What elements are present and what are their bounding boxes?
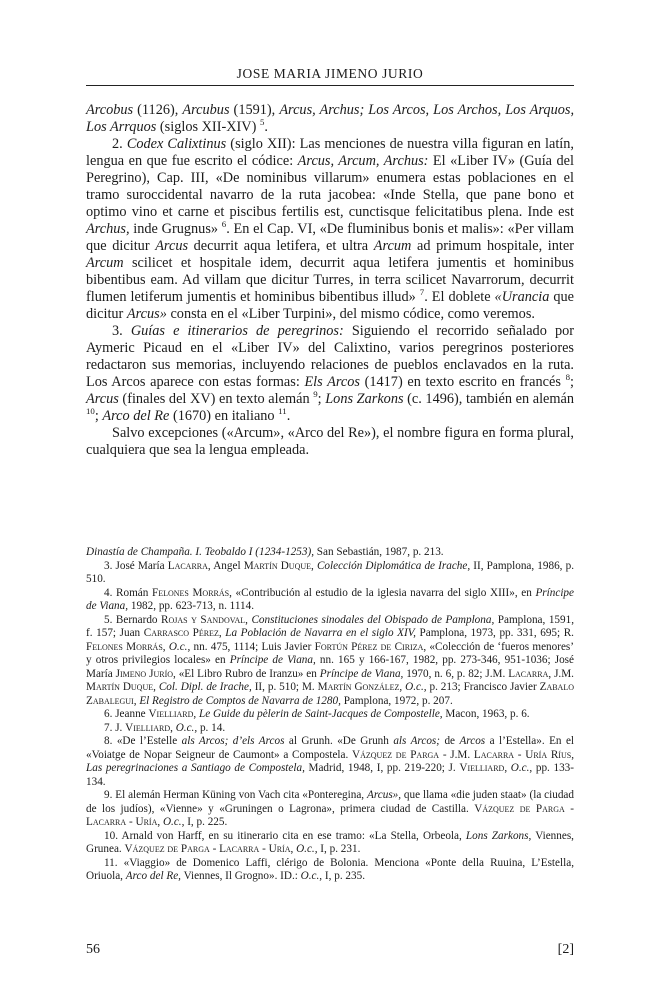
text-run: ; <box>317 391 326 407</box>
author-name: Uría <box>135 816 158 828</box>
italic-text: Arcobus <box>86 102 134 118</box>
text-run: 10. Arnald von Harff, en su itinerario cita en ese tramo: «La Stella, Orbeola, <box>104 829 466 842</box>
text-run: - <box>514 748 526 761</box>
italic-text: O.c., <box>162 816 185 828</box>
text-run: Salvo excepciones («Arcum», «Arco del Re»), el nombre figura en forma plural, cualquiera que sea la lengua empleada. <box>86 425 574 458</box>
text-run: . En el Cap. VI, «De fluminibus bonis et malis»: «Per villam que dicitur <box>86 221 574 254</box>
author-name: Rojas y Sandoval <box>161 613 246 626</box>
text-run: II, p. 510; M. <box>251 681 318 693</box>
text-run: ; <box>570 374 574 390</box>
footnote <box>86 614 574 709</box>
text-run: 4. Román <box>104 586 152 599</box>
footnote <box>86 722 574 736</box>
text-run: , <box>153 681 159 693</box>
text-run: I, p. 225. <box>184 816 228 828</box>
italic-text: O.c., <box>510 762 533 774</box>
text-run: ad primum hospitale, inter <box>411 238 574 254</box>
italic-text: Príncipe de Viana, <box>86 586 574 612</box>
text-run: , <box>193 708 199 720</box>
text-run: 1982, pp. 623-713, n. 1114. <box>128 600 255 612</box>
italic-text: Arcum <box>373 238 412 254</box>
italic-text: O.c., <box>175 721 198 734</box>
author-name: Vázquez de Parga <box>124 843 210 855</box>
body-text <box>86 102 574 459</box>
text-run: Pamplona, 1972, p. 207. <box>340 694 453 707</box>
text-run: 3. <box>112 323 131 339</box>
italic-text: El Registro de Comptos de Navarra de 1280, <box>139 694 341 707</box>
text-run: inde Grugnus» <box>129 221 222 237</box>
text-run: nn. 475, 1114; Luis Javier <box>190 640 315 653</box>
text-run: (1591), <box>229 102 280 118</box>
italic-text: Lons Zarkons <box>325 391 404 407</box>
body-paragraph <box>86 323 574 425</box>
text-run: . El doblete <box>424 289 495 305</box>
header-rule <box>86 85 574 86</box>
author-name: Vielliard <box>148 708 194 720</box>
italic-text: Guías e itinerarios de peregrinos: <box>130 323 344 339</box>
text-run: (siglo XII): Las menciones de nuestra villa figuran en latín, lengua en que fue escrito el códice: <box>86 136 574 169</box>
author-name: Zabalo Zabalegui <box>86 681 574 707</box>
author-name: Felones Morrás <box>86 640 163 653</box>
body-paragraph <box>86 136 574 323</box>
italic-text: O.c., <box>296 843 318 855</box>
text-run: 6. Jeanne <box>104 708 149 720</box>
footnotes <box>86 546 574 884</box>
text-run: , J.M. <box>548 667 574 680</box>
text-run: . <box>264 119 268 135</box>
text-run: Madrid, 1948, I, pp. 219-220; J. <box>304 762 460 774</box>
italic-text: Arcus <box>86 391 119 407</box>
italic-text: «Urancia <box>494 289 550 305</box>
author-name: Vielliard <box>125 721 171 734</box>
text-run: (finales del XV) en texto alemán <box>118 391 314 407</box>
author-name: Lacarra <box>508 667 549 680</box>
text-run: Siguiendo el recorrido señalado por Aymeric Picaud en el «Liber IV» del Calixtino, varios peregrinos posteriores redactaron sus memorias, incluyendo relaciones de pueblos enclavados en la ruta. Los Arcos aparece con estas formas: <box>86 323 575 390</box>
italic-text: O.c., <box>405 681 427 693</box>
text-run: (1670) en italiano <box>169 408 279 424</box>
italic-text: Arcus» <box>126 306 167 322</box>
footnote-reference: 5 <box>259 117 265 128</box>
italic-text: Las peregrinaciones a Santiago de Compostela, <box>86 762 305 774</box>
footnote-continuation <box>86 546 574 560</box>
author-name: Carrasco Pérez <box>143 627 219 639</box>
footnote <box>86 857 574 884</box>
text-run: El «Liber IV» (Guía del Peregrino), Cap. III, «De nominibus villarum» enumera estas poblaciones en el tramo suroccidental navarro de la ruta jacobea: «Inde Stella, que pane bono et optimo vino et carne et piscibus fertilis est, cunctisque felicitatibus plena. Inde est <box>86 153 574 220</box>
text-run: Macon, 1963, p. 6. <box>442 708 530 720</box>
author-name: Vázquez de Parga <box>474 802 565 815</box>
text-run: - <box>259 843 269 855</box>
text-run: - <box>126 816 136 828</box>
text-run: , «Contribución al estudio de la iglesia navarra del siglo XIII», en <box>229 586 536 599</box>
text-run: p. 14. <box>197 721 226 734</box>
text-run: , «Colección de ‘fueros menores’ y otros privilegios locales» en <box>86 640 574 666</box>
text-run: , «El Libro Rubro de Iranzu» en <box>173 667 320 680</box>
footnote-reference: 6 <box>221 219 227 230</box>
italic-text: Colección Diplomática de Irache, <box>316 559 471 572</box>
text-run: p. 213; Francisco Javier <box>426 681 540 693</box>
text-run: (c. 1496), también en alemán <box>403 391 575 407</box>
text-run: (1417) en texto escrito en francés <box>359 374 566 390</box>
author-name: Lacarra <box>167 559 208 572</box>
italic-text: Arcum <box>86 255 124 271</box>
italic-text: als Arcos; <box>181 735 229 747</box>
italic-text: Arcubus <box>182 102 230 118</box>
text-run: 7. J. <box>104 721 126 734</box>
running-header: JOSE MARIA JIMENO JURIO <box>236 66 424 81</box>
text-run: San Sebastián, 1987, p. 213. <box>314 546 444 558</box>
italic-text: Dinastía de Champaña. I. Teobaldo I (1234-1253), <box>86 546 314 558</box>
text-run: - <box>209 843 220 855</box>
italic-text: Le Guide du pèlerin de Saint-Jacques de Compostelle, <box>199 708 443 720</box>
author-name: Vielliard <box>459 762 505 774</box>
text-run: , <box>571 748 574 761</box>
italic-text: Arcos <box>459 735 486 747</box>
footnote-reference: 11 <box>278 406 287 417</box>
text-run: decurrit aqua letifera, et ultra <box>188 238 374 254</box>
text-run: 11. «Viaggio» de Domenico Laffi, clérigo de Bolonia. Menciona «Ponte della Ruuina, L’Estella, Oriuola, <box>86 856 574 882</box>
text-run: , <box>170 721 176 734</box>
text-run: Viennes, Il Grogno». ID.: <box>180 870 301 882</box>
text-run: , <box>133 694 140 707</box>
text-run: de <box>440 735 460 747</box>
footnote <box>86 789 574 830</box>
italic-text: Arco del Re <box>102 408 170 424</box>
footnote <box>86 735 574 789</box>
text-run: - J.M. <box>439 748 474 761</box>
italic-text: Els Arcos <box>304 374 360 390</box>
italic-text: Arco del Re, <box>125 870 181 882</box>
text-run: , <box>245 613 252 626</box>
text-run: scilicet et hospitale idem, decurrit aqua letifera jumentis et hominibus bibentibus eam. Ad villam que dicitur Turres, in terra scilicet Navarrorum, decurrit flumen letiferum jumentis et hominibus bibentibus illud» <box>86 255 574 305</box>
author-name: Uría Ríus <box>525 748 572 761</box>
text-run: (siglos XII-XIV) <box>156 119 260 135</box>
footnote-reference: 9 <box>313 389 318 400</box>
author-name: Lacarra <box>473 748 515 761</box>
text-run: , <box>157 816 163 828</box>
italic-text: La Población de Navarra en el siglo XIV, <box>225 627 416 639</box>
text-run: , <box>162 640 169 653</box>
author-name: Martín Duque <box>243 559 312 572</box>
text-run: , <box>399 681 406 693</box>
italic-text: Col. Dipl. de Irache, <box>158 681 252 693</box>
author-name: Lacarra <box>86 816 127 828</box>
text-run: - <box>564 802 574 815</box>
page-bracket-number: [2] <box>557 942 574 957</box>
text-run: 5. Bernardo <box>104 613 162 626</box>
italic-text: O.c., <box>168 640 191 653</box>
italic-text: Constituciones sinodales del Obispado de Pamplona, <box>251 613 495 626</box>
text-run: 3. José María <box>104 559 168 572</box>
text-run: consta en el «Liber Turpini», del mismo códice, como veremos. <box>166 306 535 322</box>
text-run: 2. <box>112 136 127 152</box>
text-run: . <box>286 408 291 424</box>
footnote-reference: 10 <box>86 406 95 417</box>
italic-text: Arcus», <box>366 789 402 801</box>
italic-text: als Arcos; <box>393 735 441 747</box>
text-run: ; <box>94 408 103 424</box>
author-name: Martín Duque <box>86 681 154 693</box>
author-name: Uría <box>268 843 291 855</box>
author-name: Martín González <box>317 681 400 693</box>
italic-text: Arcus <box>155 238 189 254</box>
author-name: Jimeno Jurío <box>115 667 174 680</box>
body-paragraph <box>86 425 574 459</box>
text-run: pp. 133-134. <box>86 762 575 788</box>
text-run: I, p. 235. <box>322 870 365 882</box>
italic-text: Príncipe de Viana, <box>319 667 404 680</box>
footnote <box>86 830 574 857</box>
body-paragraph <box>86 102 574 136</box>
italic-text: d’els Arcos <box>232 735 285 747</box>
footnote-reference: 8 <box>565 372 571 383</box>
text-run: I, p. 231. <box>317 843 361 855</box>
page-number: 56 <box>86 942 100 957</box>
text-run: 9. El alemán Herman Küning von Vach cita «Ponteregina, <box>104 789 367 801</box>
text-run: al Grunh. «De Grunh <box>284 735 394 747</box>
document-page <box>86 66 574 971</box>
text-run: nn. 165 y 166-167, 1982, pp. 273-346, 951-1036; José María <box>86 654 574 680</box>
text-run: Viennes, Grunea. <box>86 829 574 855</box>
italic-text: Archus, <box>86 221 130 237</box>
author-name: Fortún Pérez de Ciriza <box>314 640 424 653</box>
text-run: , Angel <box>207 559 244 572</box>
italic-text: Príncipe de Viana, <box>229 654 316 666</box>
italic-text: Arcus, Archus; Los Arcos, Los Archos, Los Arquos, Los Arrquos <box>86 102 575 135</box>
text-run: que dicitur <box>86 289 574 322</box>
italic-text: O.c., <box>300 870 323 882</box>
text-run: , <box>290 843 297 855</box>
italic-text: Codex Calixtinus <box>126 136 227 152</box>
author-name: Felones Morrás <box>151 586 230 599</box>
italic-text: Lons Zarkons, <box>465 829 532 842</box>
text-run: (1126), <box>133 102 183 118</box>
footnote <box>86 587 574 614</box>
footnote-reference: 7 <box>419 287 425 298</box>
text-run: que llama «die juden staat» (la ciudad de los judíos), «Vienne» y «Gruningen o Lagrona», primera ciudad de Castilla. <box>86 789 574 815</box>
text-run: , <box>218 627 226 639</box>
text-run: 8. «De l’Estelle <box>104 735 182 747</box>
footnote <box>86 708 574 722</box>
text-run: , <box>504 762 511 774</box>
author-name: Lacarra <box>219 843 260 855</box>
text-run: 1970, n. 6, p. 82; J.M. <box>403 667 509 680</box>
footnote <box>86 560 574 587</box>
text-run: Pamplona, 1591, f. 157; Juan <box>86 613 574 639</box>
text-run: , <box>311 559 317 572</box>
italic-text: Arcus, Arcum, Archus: <box>297 153 429 169</box>
text-run: II, Pamplona, 1986, p. 510. <box>86 559 574 585</box>
text-run: a l’Estella». En el «Voiatge de Nopar Seigneur de Caumont» a Compostela. <box>86 735 575 761</box>
author-name: Vázquez de Parga <box>352 748 440 761</box>
text-run: Pamplona, 1973, pp. 331, 695; R. <box>415 627 574 639</box>
